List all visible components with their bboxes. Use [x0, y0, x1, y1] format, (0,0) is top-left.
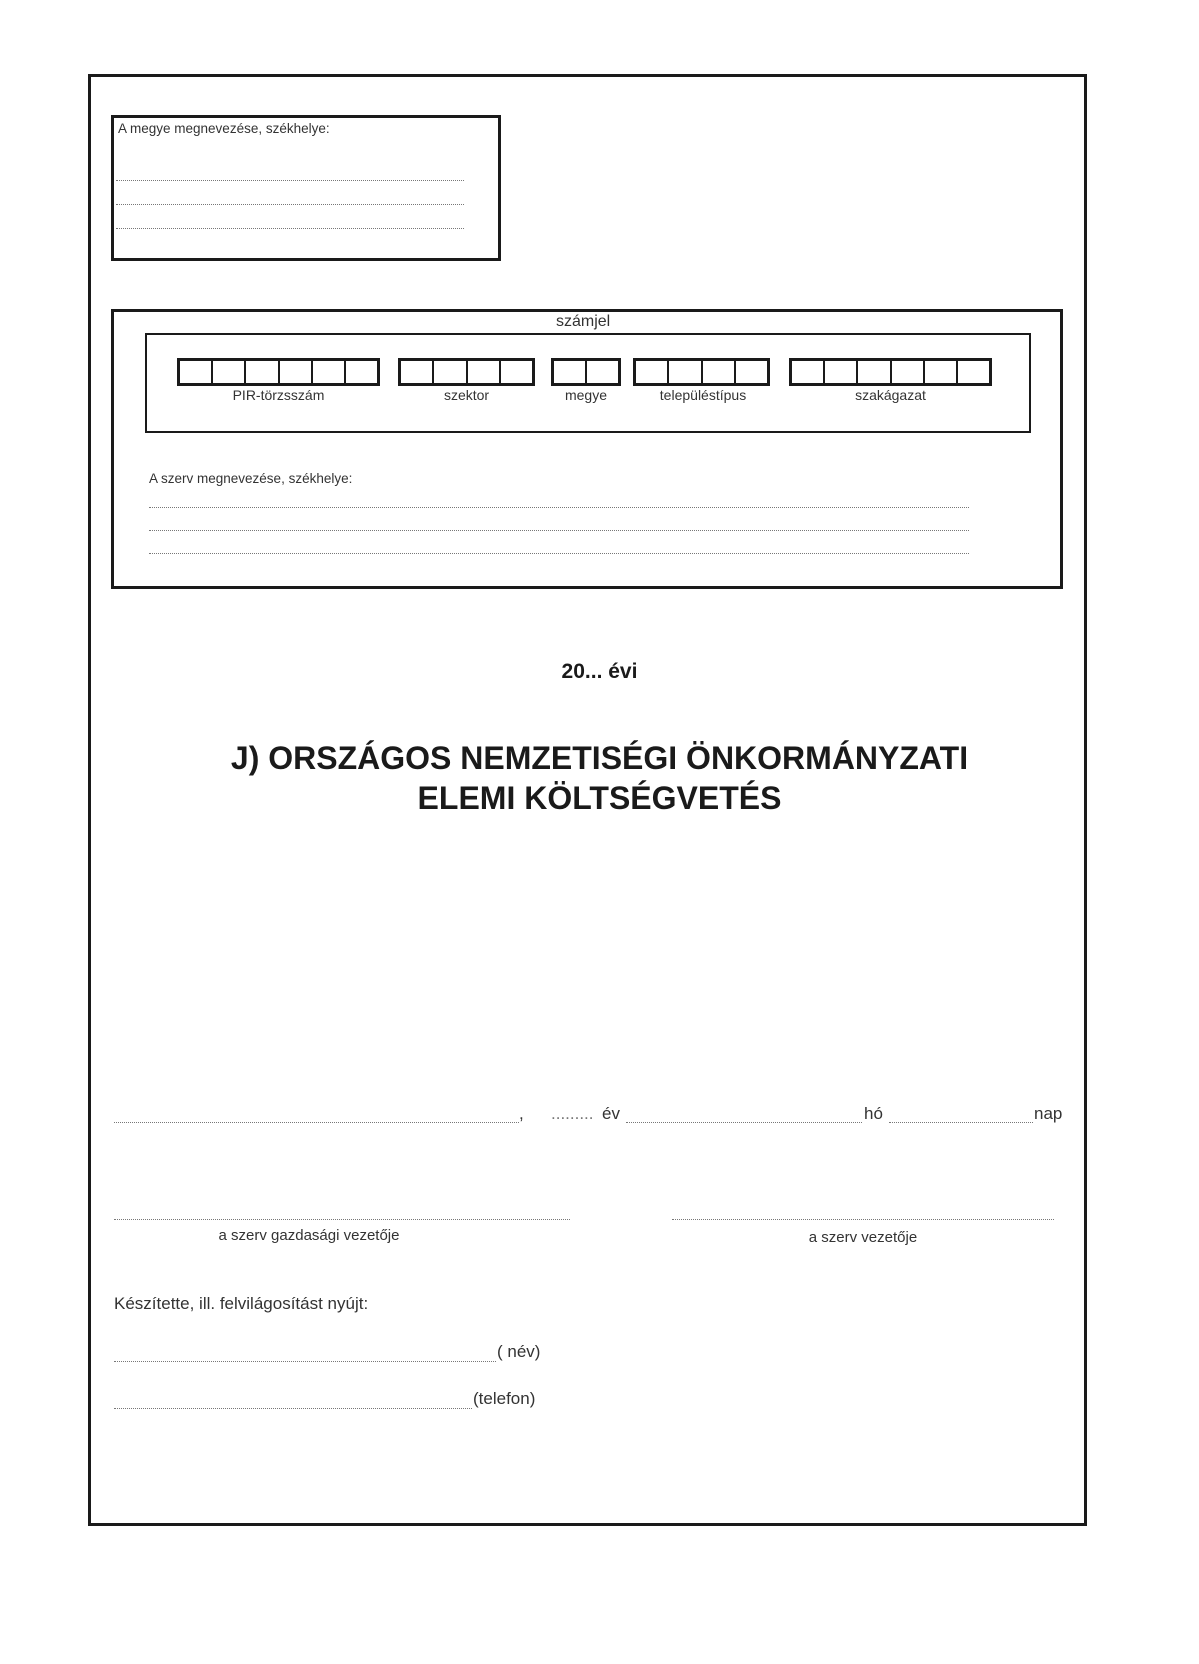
digit-cell[interactable]: [434, 361, 467, 383]
settlement-type-label: településtípus: [659, 387, 747, 403]
head-of-organization-label: a szerv vezetője: [808, 1229, 918, 1246]
digit-cell[interactable]: [587, 361, 618, 383]
phone-label: (telefon): [473, 1389, 536, 1408]
sector-label: szektor: [443, 387, 490, 403]
pir-label: PIR-törzsszám: [232, 387, 325, 403]
digit-cell[interactable]: [958, 361, 989, 383]
digit-cell[interactable]: [468, 361, 501, 383]
digit-cell[interactable]: [213, 361, 246, 383]
digit-cell[interactable]: [346, 361, 377, 383]
digit-cell[interactable]: [892, 361, 925, 383]
name-label: ( név): [497, 1342, 541, 1361]
day-label: nap: [1034, 1104, 1063, 1123]
county-field-line-3[interactable]: [116, 228, 464, 229]
digit-cell[interactable]: [280, 361, 313, 383]
digit-cell[interactable]: [669, 361, 702, 383]
county-field-line-1[interactable]: [116, 180, 464, 181]
year-label: év: [602, 1104, 620, 1123]
sector-digit-group[interactable]: [398, 358, 535, 386]
month-label: hó: [864, 1104, 883, 1123]
county-label: A megye megnevezése, székhelye:: [118, 121, 330, 136]
place-comma: ,: [519, 1104, 524, 1123]
year-heading: 20... évi: [561, 660, 638, 683]
year-dots: .........: [551, 1104, 594, 1123]
main-title: [0, 738, 1199, 818]
phone-field[interactable]: [114, 1408, 472, 1409]
left-signature-line[interactable]: [114, 1219, 570, 1220]
right-signature-line[interactable]: [672, 1219, 1054, 1220]
county-field-line-2[interactable]: [116, 204, 464, 205]
org-field-line-3[interactable]: [149, 553, 969, 554]
digit-cell[interactable]: [180, 361, 213, 383]
digit-cell[interactable]: [636, 361, 669, 383]
pir-digit-group[interactable]: [177, 358, 380, 386]
county-box: [111, 115, 501, 261]
name-field[interactable]: [114, 1361, 496, 1362]
main-title-line-2: ELEMI KÖLTSÉGVETÉS: [417, 780, 782, 816]
org-field-line-1[interactable]: [149, 507, 969, 508]
prepared-by-label: Készítette, ill. felvilágosítást nyújt:: [114, 1294, 369, 1313]
day-field[interactable]: [889, 1122, 1033, 1123]
digit-cell[interactable]: [501, 361, 532, 383]
main-title-line-1: J) ORSZÁGOS NEMZETISÉGI ÖNKORMÁNYZATI: [230, 740, 969, 776]
digit-cell[interactable]: [858, 361, 891, 383]
settlement-type-digit-group[interactable]: [633, 358, 770, 386]
place-field[interactable]: [114, 1122, 519, 1123]
digit-cell[interactable]: [401, 361, 434, 383]
digit-cell[interactable]: [825, 361, 858, 383]
branch-label: szakágazat: [855, 387, 926, 403]
digit-cell[interactable]: [554, 361, 587, 383]
branch-digit-group[interactable]: [789, 358, 992, 386]
org-label: A szerv megnevezése, székhelye:: [149, 471, 353, 486]
financial-manager-label: a szerv gazdasági vezetője: [218, 1227, 400, 1244]
digit-cell[interactable]: [246, 361, 279, 383]
digit-cell[interactable]: [925, 361, 958, 383]
month-field[interactable]: [626, 1122, 862, 1123]
digit-cell[interactable]: [736, 361, 767, 383]
org-field-line-2[interactable]: [149, 530, 969, 531]
county-code-label: megye: [564, 387, 608, 403]
szamjel-label: számjel: [556, 313, 611, 330]
digit-cell[interactable]: [792, 361, 825, 383]
county-digit-group[interactable]: [551, 358, 621, 386]
digit-cell[interactable]: [703, 361, 736, 383]
digit-cell[interactable]: [313, 361, 346, 383]
